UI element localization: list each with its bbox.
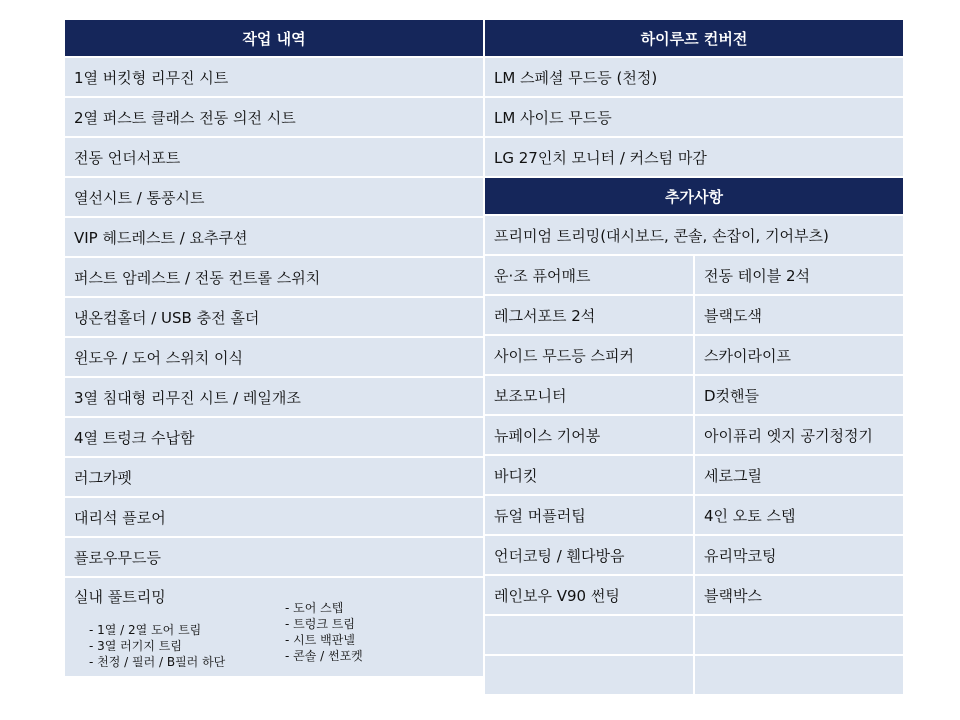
trim-subitem: - 도어 스텝	[285, 601, 344, 615]
trim-subitem: - 천정 / 필러 / B필러 하단	[89, 655, 226, 669]
extras-row	[485, 296, 903, 334]
extras-item-full: 프리미엄 트리밍(대시보드, 콘솔, 손잡이, 기어부츠)	[485, 216, 903, 254]
trim-subitems-left	[89, 622, 225, 670]
high-roof-column	[485, 20, 903, 696]
full-trim-item	[65, 578, 483, 676]
extras-item: 유리막코팅	[695, 536, 903, 574]
work-item: 전동 언더서포트	[65, 138, 483, 176]
extras-item: 듀얼 머플러팁	[485, 496, 693, 534]
extras-row	[485, 416, 903, 454]
extras-row	[485, 376, 903, 414]
high-roof-item: LM 스페셜 무드등 (천정)	[485, 58, 903, 96]
extras-item-empty	[485, 616, 693, 654]
work-item: 열선시트 / 통풍시트	[65, 178, 483, 216]
extras-item: 스카이라이프	[695, 336, 903, 374]
extras-item-empty	[695, 616, 903, 654]
full-trim-title: 실내 풀트리밍	[74, 588, 166, 606]
extras-row	[485, 456, 903, 494]
extras-row	[485, 496, 903, 534]
spec-table	[65, 20, 903, 692]
extras-row	[485, 336, 903, 374]
extras-row	[485, 256, 903, 294]
extras-row-empty	[485, 656, 903, 694]
work-item: 대리석 플로어	[65, 498, 483, 536]
extras-item: 바디킷	[485, 456, 693, 494]
trim-subitem: - 1열 / 2열 도어 트림	[89, 623, 202, 637]
work-item: 윈도우 / 도어 스위치 이식	[65, 338, 483, 376]
extras-row	[485, 576, 903, 614]
extras-item: 운·조 퓨어매트	[485, 256, 693, 294]
trim-subitem: - 3열 러기지 트림	[89, 639, 182, 653]
work-item: 퍼스트 암레스트 / 전동 컨트롤 스위치	[65, 258, 483, 296]
high-roof-item: LM 사이드 무드등	[485, 98, 903, 136]
work-item: 러그카펫	[65, 458, 483, 496]
extras-item: 언더코팅 / 휀다방음	[485, 536, 693, 574]
extras-item: 사이드 무드등 스피커	[485, 336, 693, 374]
extras-item: 레그서포트 2석	[485, 296, 693, 334]
extras-item: 레인보우 V90 썬팅	[485, 576, 693, 614]
extras-item: 전동 테이블 2석	[695, 256, 903, 294]
extras-item: D컷핸들	[695, 376, 903, 414]
trim-subitem: - 시트 백판넬	[285, 633, 355, 647]
work-item: 3열 침대형 리무진 시트 / 레일개조	[65, 378, 483, 416]
extras-item: 블랙박스	[695, 576, 903, 614]
work-item: 4열 트렁크 수납함	[65, 418, 483, 456]
extras-header: 추가사항	[485, 178, 903, 214]
trim-subitem: - 콘솔 / 썬포켓	[285, 649, 363, 663]
work-item: 냉온컵홀더 / USB 충전 홀더	[65, 298, 483, 336]
extras-item: 4인 오토 스텝	[695, 496, 903, 534]
extras-item: 아이퓨리 엣지 공기청정기	[695, 416, 903, 454]
trim-subitems-right	[285, 600, 363, 664]
extras-item: 블랙도색	[695, 296, 903, 334]
work-history-column	[65, 20, 483, 676]
work-item: 플로우무드등	[65, 538, 483, 576]
extras-item-empty	[485, 656, 693, 694]
extras-item: 보조모니터	[485, 376, 693, 414]
extras-row-empty	[485, 616, 903, 654]
work-item: 1열 버킷형 리무진 시트	[65, 58, 483, 96]
high-roof-header: 하이루프 컨버전	[485, 20, 903, 56]
extras-item: 뉴페이스 기어봉	[485, 416, 693, 454]
extras-row	[485, 536, 903, 574]
extras-item: 세로그릴	[695, 456, 903, 494]
work-item: 2열 퍼스트 클래스 전동 의전 시트	[65, 98, 483, 136]
extras-item-empty	[695, 656, 903, 694]
high-roof-item: LG 27인치 모니터 / 커스텀 마감	[485, 138, 903, 176]
work-item: VIP 헤드레스트 / 요추쿠션	[65, 218, 483, 256]
work-history-header: 작업 내역	[65, 20, 483, 56]
trim-subitem: - 트렁크 트림	[285, 617, 355, 631]
